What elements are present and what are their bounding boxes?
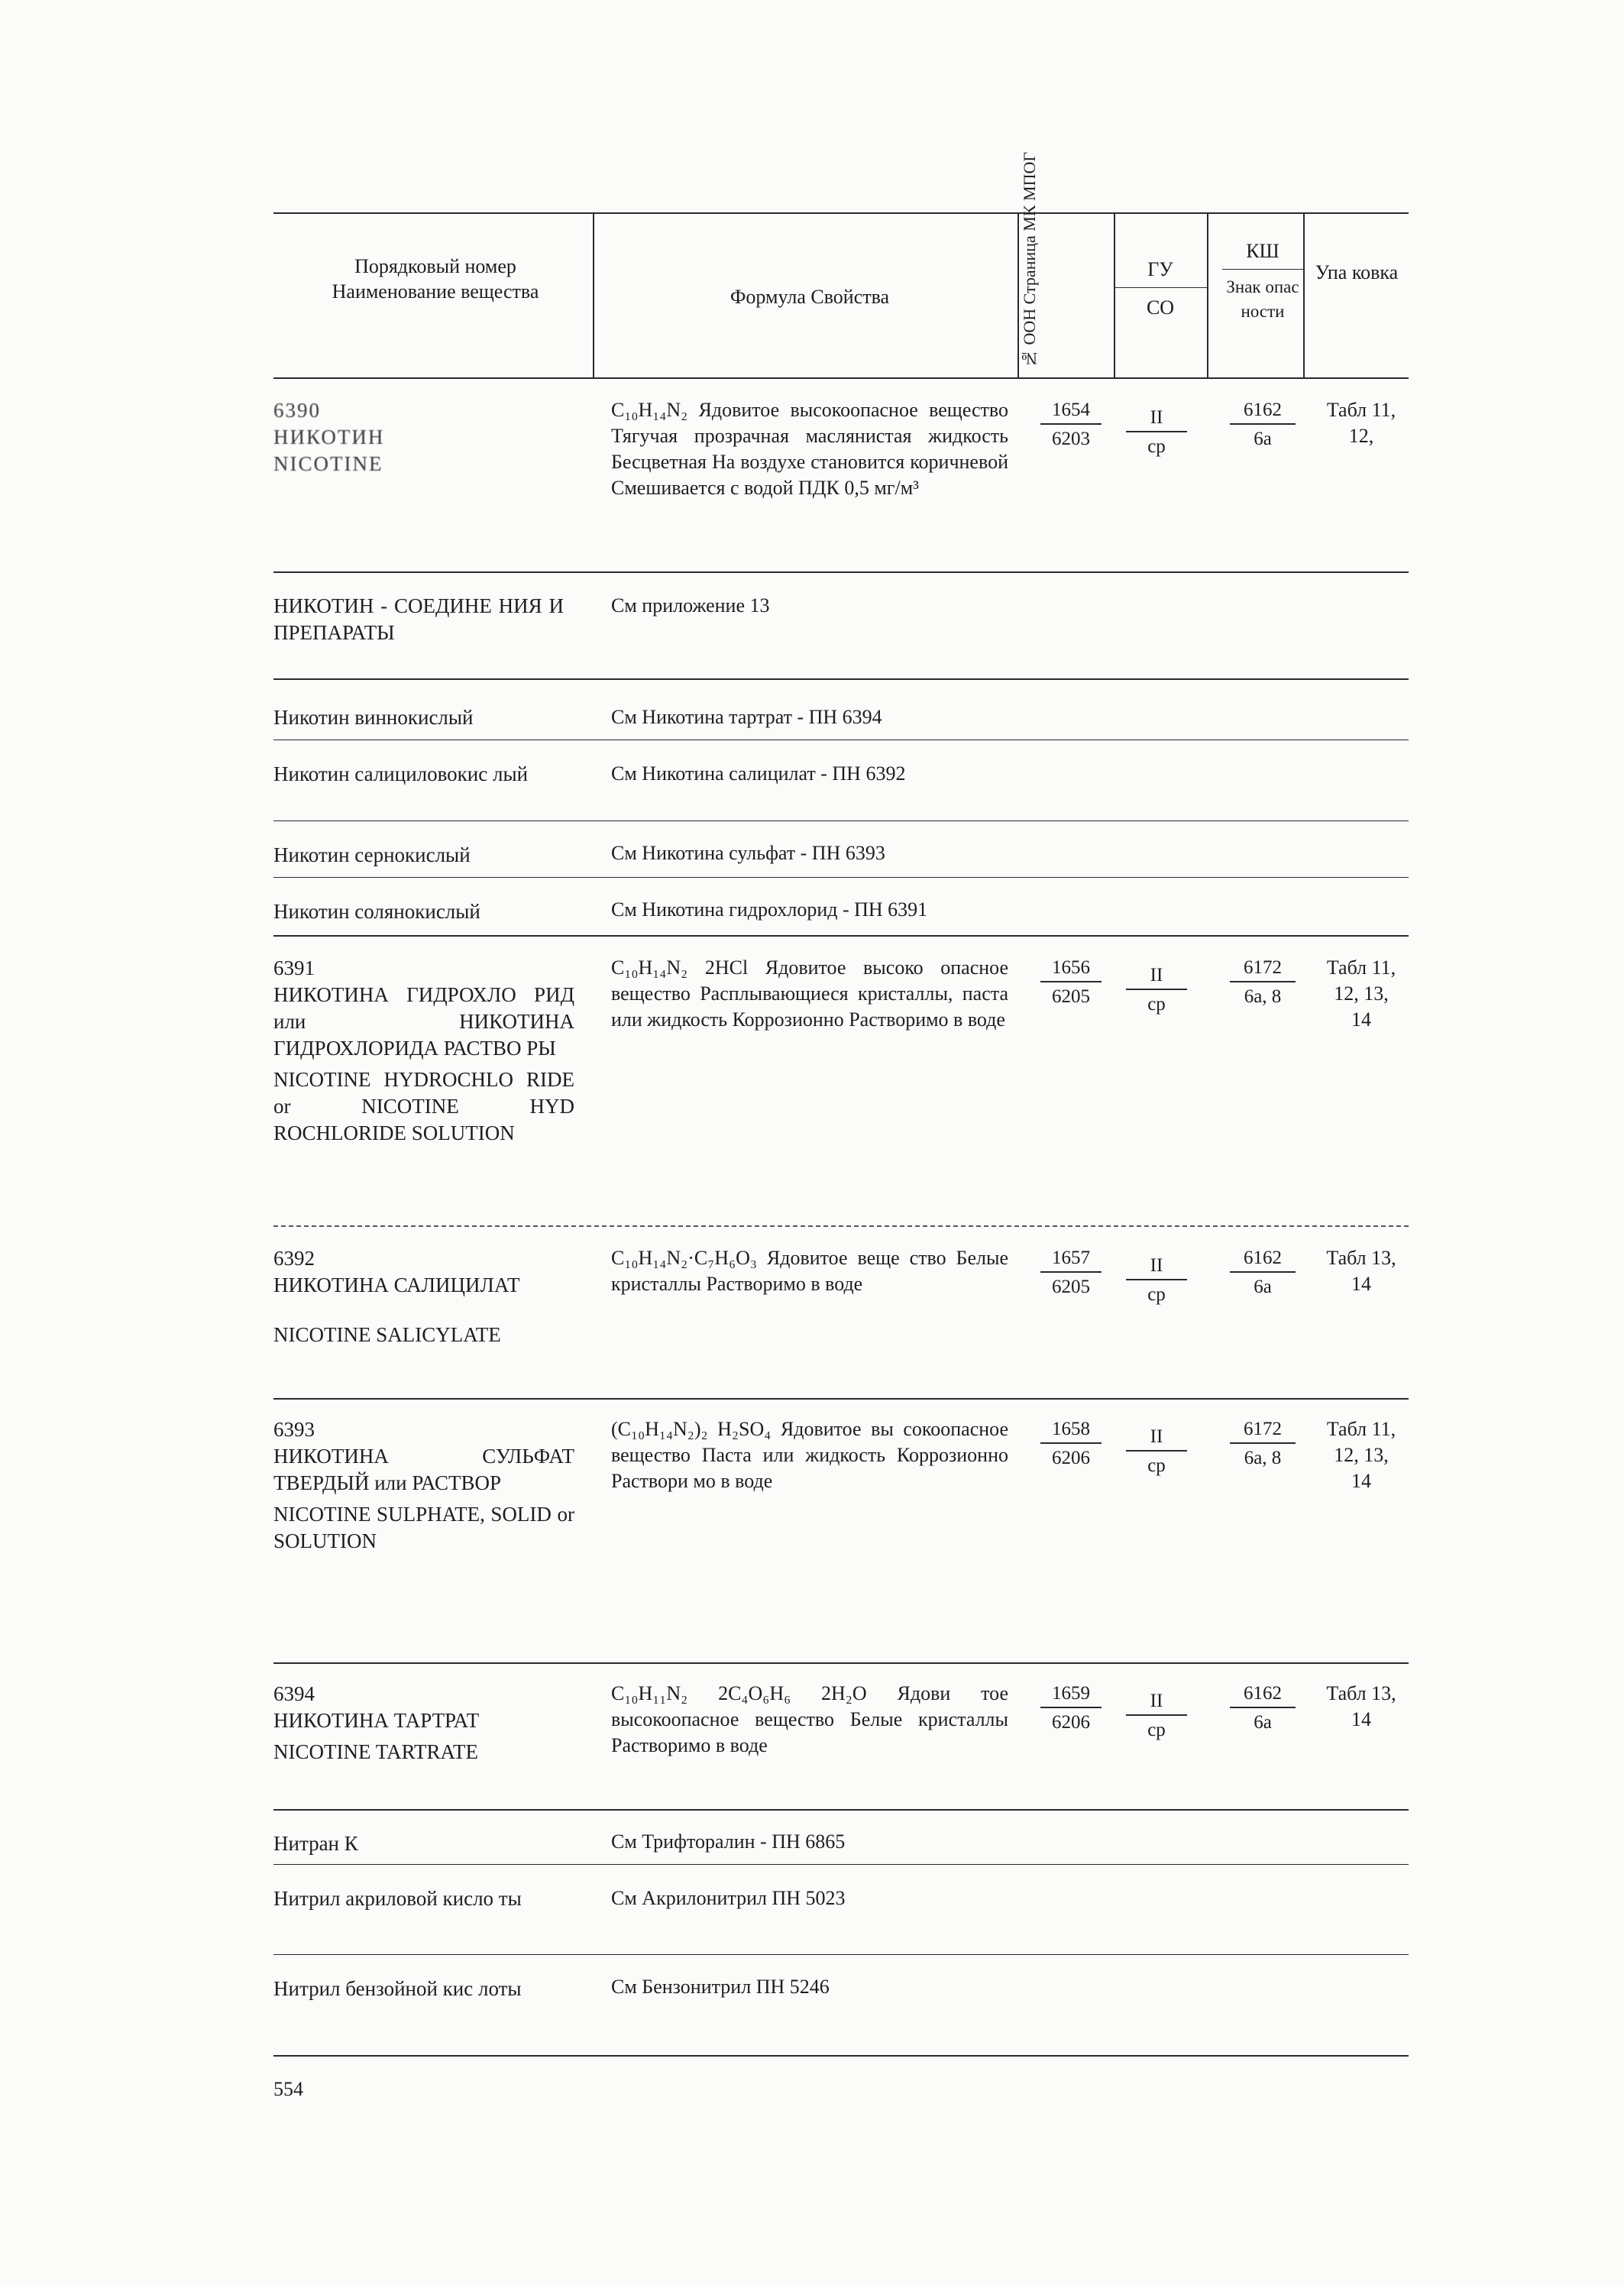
- row-6392-formula: C₁₀H₁₄N₂·C₇H₆O₃: [611, 1247, 757, 1269]
- header-oon: № ООН Страница МК МПОГ: [1020, 151, 1039, 368]
- header-divider-2: [1017, 212, 1019, 377]
- row-6392-gu: II ср: [1126, 1254, 1187, 1306]
- row-6390-name-ru: НИКОТИН: [273, 426, 385, 448]
- row-nitran-ref: См Трифторалин - ПН 6865: [611, 1830, 846, 1853]
- row-6391-ksh: 6172 6а, 8: [1230, 956, 1296, 1008]
- header-ksh-rule: [1222, 269, 1303, 270]
- row-solyano-name: Никотин солянокислый: [273, 900, 480, 923]
- row-6392-desc: [611, 1245, 1008, 1297]
- row-6391-gu: II ср: [1126, 964, 1187, 1016]
- row-6393-name-en: NICOTINE SULPHATE, SOLID or SOLUTION: [273, 1503, 574, 1552]
- row-vinno-ref: См Никотина тартрат - ПН 6394: [611, 706, 882, 728]
- row-6391-name: [273, 955, 574, 1147]
- row-salicyl-ref: См Никотина салицилат - ПН 6392: [611, 762, 906, 785]
- row-6394-desc: [611, 1681, 1008, 1759]
- row-6392-pack: Табл 13, 14: [1326, 1247, 1396, 1295]
- row-6391-name-ru: НИКОТИНА ГИДРОХЛО РИД или НИКОТИНА ГИДРОХЛОРИДА РАСТВО РЫ: [273, 983, 574, 1060]
- row-6390-oon: 1654 6203: [1040, 399, 1102, 451]
- row-salicyl-name: Никотин салициловокис лый: [273, 762, 529, 785]
- rule-13: [273, 2055, 1409, 2057]
- row-6393-formula: (C₁₀H₁₄N₂)₂ H₂SO₄: [611, 1418, 772, 1440]
- rule-9: [273, 1662, 1409, 1664]
- row-6392-name: [273, 1245, 574, 1348]
- header-so: СО: [1146, 296, 1175, 319]
- rule-7: [273, 1225, 1409, 1227]
- header-divider-1: [593, 212, 594, 377]
- row-6390-formula: C₁₀H₁₄N₂: [611, 399, 688, 421]
- row-6392-name-ru: НИКОТИНА САЛИЦИЛАТ: [273, 1274, 520, 1296]
- row-6390-gu: II ср: [1126, 406, 1187, 458]
- row-6391-oon: 1656 6205: [1040, 956, 1102, 1008]
- row-6393-name: [273, 1416, 574, 1555]
- row-acryl-name: Нитрил акриловой кисло ты: [273, 1887, 522, 1910]
- rule-6: [273, 935, 1409, 937]
- header-bottom-rule: [273, 377, 1409, 379]
- rule-8: [273, 1398, 1409, 1400]
- row-6394-description: Ядови тое высокоопасное вещество Белые кристаллы Растворимо в воде: [611, 1682, 1008, 1756]
- header-name: Порядковый номер Наименование вещества: [332, 255, 539, 303]
- row-6390-description: Ядовитое высокоопасное вещество Тягучая прозрачная маслянистая жидкость Бесцветная На воздухе становится коричневой Смешивается с водой ПДК 0,5 мг/м³: [611, 399, 1009, 499]
- header-divider-4: [1207, 212, 1208, 377]
- row-6391-number: 6391: [273, 956, 315, 979]
- row-6390-number: 6390: [273, 399, 321, 422]
- row-6393-description: Ядовитое вы сокоопасное вещество Паста или жидкость Коррозионно Раствори мо в воде: [611, 1418, 1008, 1492]
- row-6394-pack: Табл 13, 14: [1326, 1682, 1396, 1730]
- row-6393-desc: [611, 1416, 1008, 1494]
- header-gu: ГУ: [1147, 258, 1173, 280]
- row-6394-name-en: NICOTINE TARTRATE: [273, 1740, 478, 1763]
- row-vinno-name: Никотин виннокислый: [273, 706, 474, 729]
- row-6392-oon: 1657 6205: [1040, 1247, 1102, 1299]
- row-6394-ksh: 6162 6а: [1230, 1682, 1296, 1734]
- page-number: 554: [273, 2078, 303, 2100]
- row-6390-desc: [611, 397, 1008, 501]
- row-6391-pack: Табл 11, 12, 13, 14: [1326, 956, 1396, 1031]
- row-6391-formula: C₁₀H₁₄N₂ 2HCl: [611, 956, 749, 979]
- row-6394-name: [273, 1681, 574, 1766]
- row-6391-description: Ядовитое высоко опасное вещество Расплывающиеся кристаллы, паста или жидкость Коррозионно Растворимо в воде: [611, 956, 1008, 1031]
- rule-4: [273, 820, 1409, 821]
- row-6391-name-en: NICOTINE HYDROCHLO RIDE or NICOTINE HYD ROCHLORIDE SOLUTION: [273, 1068, 574, 1144]
- row-benzo-name: Нитрил бензойной кис лоты: [273, 1977, 522, 2000]
- row-6392-ksh: 6162 6а: [1230, 1247, 1296, 1299]
- row-serno-ref: См Никотина сульфат - ПН 6393: [611, 842, 885, 864]
- row-benzo-ref: См Бензонитрил ПН 5246: [611, 1976, 830, 1998]
- rule-12: [273, 1954, 1409, 1955]
- header-gu-so-rule: [1114, 287, 1207, 288]
- row-6390-pack: Табл 11, 12,: [1326, 399, 1396, 447]
- row-serno-name: Никотин сернокислый: [273, 843, 471, 866]
- row-6392-name-en: NICOTINE SALICYLATE: [273, 1323, 501, 1346]
- row-compounds-name: НИКОТИН - СОЕДИНЕ НИЯ И ПРЕПАРАТЫ: [273, 594, 564, 644]
- row-6393-ksh: 6172 6а, 8: [1230, 1418, 1296, 1470]
- row-6391-desc: [611, 955, 1008, 1033]
- row-6394-oon: 1659 6206: [1040, 1682, 1102, 1734]
- row-6393-gu: II ср: [1126, 1426, 1187, 1477]
- row-6394-gu: II ср: [1126, 1690, 1187, 1742]
- row-6393-oon: 1658 6206: [1040, 1418, 1102, 1470]
- row-6390-name-en: NICOTINE: [273, 452, 383, 475]
- rule-2: [273, 678, 1409, 680]
- row-6394-name-ru: НИКОТИНА ТАРТРАТ: [273, 1709, 480, 1732]
- rule-10: [273, 1809, 1409, 1811]
- row-6390-name: [273, 397, 564, 477]
- row-nitran-name: Нитран К: [273, 1832, 358, 1855]
- row-6393-pack: Табл 11, 12, 13, 14: [1326, 1418, 1396, 1492]
- row-6394-number: 6394: [273, 1682, 315, 1705]
- rule-11: [273, 1864, 1409, 1865]
- rule-1: [273, 571, 1409, 573]
- header-ksh: КШ: [1246, 240, 1279, 262]
- row-6390-ksh: 6162 6а: [1230, 399, 1296, 451]
- header-top-rule: [273, 212, 1409, 214]
- header-pack: Упа ковка: [1315, 261, 1399, 283]
- row-6393-name-ru: НИКОТИНА СУЛЬФАТ ТВЕРДЫЙ или РАСТВОР: [273, 1445, 574, 1494]
- row-6392-number: 6392: [273, 1247, 315, 1270]
- header-sign: Знак опас ности: [1226, 277, 1299, 321]
- row-6392-description: Ядовитое веще ство Белые кристаллы Растворимо в воде: [611, 1247, 1008, 1295]
- row-6394-formula: C₁₀H₁₁N₂ 2C₄O₆H₆ 2H₂O: [611, 1682, 867, 1704]
- row-solyano-ref: См Никотина гидрохлорид - ПН 6391: [611, 898, 928, 921]
- row-acryl-ref: См Акрилонитрил ПН 5023: [611, 1887, 846, 1909]
- header-divider-5: [1303, 212, 1305, 377]
- row-6393-number: 6393: [273, 1418, 315, 1441]
- rule-5: [273, 877, 1409, 878]
- row-compounds-ref: См приложение 13: [611, 594, 770, 617]
- header-formula: Формула Свойства: [730, 286, 890, 308]
